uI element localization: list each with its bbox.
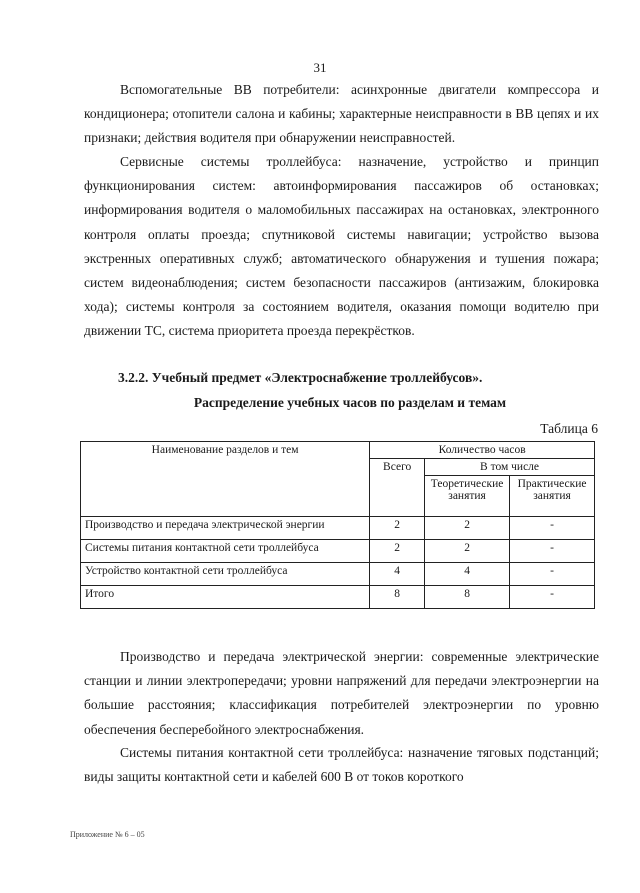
header-theory: Теоретические занятия: [425, 476, 510, 517]
hours-table: [80, 441, 595, 609]
section-heading: 3.2.2. Учебный предмет «Электроснабжение троллейбусов».: [118, 370, 483, 385]
row-name: Устройство контактной сети троллейбуса: [81, 563, 370, 586]
header-total: Всего: [370, 459, 425, 517]
paragraph-service-systems: [84, 150, 599, 344]
header-practice: Практические занятия: [510, 476, 595, 517]
row-name: Производство и передача электрической энергии: [81, 517, 370, 540]
row-theory: 8: [425, 586, 510, 609]
page-number: 31: [313, 60, 327, 75]
paragraph-supply-systems: [84, 741, 599, 789]
row-practice: -: [510, 563, 595, 586]
row-total: 4: [370, 563, 425, 586]
row-theory: 4: [425, 563, 510, 586]
table-header-row: [81, 442, 595, 459]
header-including: В том числе: [425, 459, 595, 476]
row-total: 2: [370, 517, 425, 540]
page-footer: Приложение № 6 – 05: [70, 830, 145, 839]
header-hours: Количество часов: [370, 442, 595, 459]
row-name: Итого: [81, 586, 370, 609]
row-theory: 2: [425, 517, 510, 540]
table-row-total: [81, 586, 595, 609]
table-caption: Таблица 6: [540, 421, 598, 436]
table-row: [81, 540, 595, 563]
paragraph-text: Системы питания контактной сети троллейбуса: назначение тяговых подстанций; виды защиты контактной сети и кабелей 600 В от токов короткого: [84, 745, 599, 785]
row-total: 8: [370, 586, 425, 609]
paragraph-text: Производство и передача электрической энергии: современные электрические станции и линии электропередачи; уровни напряжений для передачи электроэнергии на большие расстояния; классификация потребителей электроэнергии по уровню обеспечения бесперебойного электроснабжения.: [84, 649, 599, 737]
table-row: [81, 517, 595, 540]
row-practice: -: [510, 586, 595, 609]
paragraph-text: Сервисные системы троллейбуса: назначение, устройство и принцип функционирования систем: автоинформирования пассажиров об остановках; информирования водителя о маломобильных пассажирах на остановках, электронного контроля оплаты проезда; спутниковой системы навигации; устройство вызова экстренных оперативных служб; автоматического обнаружения и тушения пожара; систем видеонаблюдения; систем безопасности пассажиров (антизажим, блокировка хода); системы контроля за состоянием водителя, оказания помощи водителю при движении ТС, система приоритета проезда перекрёстков.: [84, 154, 599, 339]
row-practice: -: [510, 517, 595, 540]
paragraph-auxiliary-consumers: [84, 78, 599, 151]
header-name: Наименование разделов и тем: [81, 442, 370, 517]
table-row: [81, 563, 595, 586]
row-total: 2: [370, 540, 425, 563]
row-name: Системы питания контактной сети троллейбуса: [81, 540, 370, 563]
row-theory: 2: [425, 540, 510, 563]
paragraph-text: Вспомогательные ВВ потребители: асинхронные двигатели компрессора и кондиционера; отопители салона и кабины; характерные неисправности в ВВ цепях и их признаки; действия водителя при обнаружении неисправностей.: [84, 82, 599, 146]
table-heading: Распределение учебных часов по разделам и темам: [193, 395, 507, 410]
row-practice: -: [510, 540, 595, 563]
paragraph-power-production: [84, 645, 599, 742]
